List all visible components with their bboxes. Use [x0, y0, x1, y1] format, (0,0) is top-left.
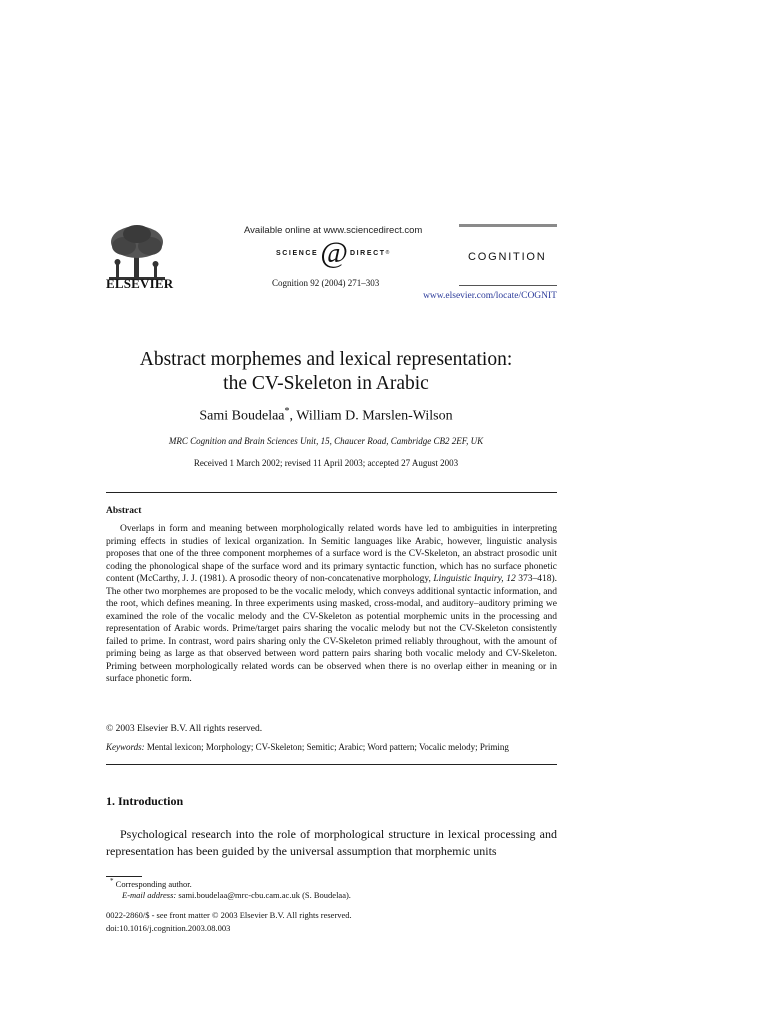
keywords-label: Keywords:	[106, 742, 145, 752]
publisher-logo-text: ELSEVIER	[106, 276, 174, 291]
abstract-text-part-1: Overlaps in form and meaning between morphologically related words have led to ambiguities in interpreting priming effects in studies of lexical organization. In Semitic languages like Arabic, however, linguistic analysis proposes that one of the three component morphemes of a surface word is the CV-Skeleton, an abstract prosodic unit coding the phonological shape of the surface word and its primary syntactic function, which has no surface phonetic content (McCarthy, J. J. (1981). A prosodic theory of non-concatenative morphology,	[106, 524, 557, 584]
author-1: Sami Boudelaa	[199, 408, 285, 424]
footnote-corresponding	[110, 877, 192, 889]
registered-mark: ®	[385, 250, 390, 256]
sciencedirect-at-icon: @	[320, 236, 348, 269]
journal-name: COGNITION	[468, 251, 547, 263]
title-line-2: the CV-Skeleton in Arabic	[223, 373, 429, 394]
affiliation: MRC Cognition and Brain Sciences Unit, 15, Chaucer Road, Cambridge CB2 2EF, UK	[168, 436, 484, 446]
keywords-list: Mental lexicon; Morphology; CV-Skeleton; Semitic; Arabic; Word pattern; Vocalic melody; Priming	[144, 742, 509, 752]
section-heading-introduction: 1. Introduction	[106, 794, 184, 808]
journal-reference: Linguistic Inquiry, 12	[433, 574, 516, 584]
authors	[96, 406, 556, 425]
journal-header-rule	[459, 285, 557, 286]
abstract-copyright: © 2003 Elsevier B.V. All rights reserved.	[106, 724, 263, 734]
journal-url-link[interactable]: www.elsevier.com/locate/COGNIT	[423, 291, 557, 301]
front-matter-issn: 0022-2860/$ - see front matter © 2003 Elsevier B.V. All rights reserved.	[106, 910, 352, 920]
article-title	[96, 348, 556, 396]
abstract-text	[106, 523, 557, 686]
footnote-marker: *	[110, 877, 114, 885]
abstract-text-part-2: 373–418). The other two morphemes are proposed to be the vocalic melody, which conveys additional syntactic information, and the root, which defines meaning. In three experiments using masked, cross-modal, and auditory–auditory priming we examined the role of the vocalic melody and the CV-Skeleton as potential morphemic units in the processing and representation of Arabic words. Prime/target pairs sharing the vocalic melody but not the CV-Skeleton consistently failed to prime. In contrast, word pairs sharing only the CV-Skeleton primed reliably throughout, with the amount of priming being as large as that observed between word pattern pairs sharing both vocalic melody and CV-Skeleton. Priming between morphologically related words can be observed when there is no overlap either in meaning or in surface phonetic form.	[106, 574, 557, 684]
author-2: , William D. Marslen-Wilson	[289, 408, 453, 424]
abstract-top-rule	[106, 492, 557, 493]
sciencedirect-logo	[276, 236, 390, 269]
footnote-email	[122, 890, 351, 900]
email-label: E-mail address:	[122, 890, 177, 900]
title-line-1: Abstract morphemes and lexical representation:	[139, 349, 513, 370]
corresponding-marker: *	[284, 406, 290, 417]
sciencedirect-left: SCIENCE	[276, 249, 319, 257]
keywords	[106, 742, 557, 752]
sciencedirect-right: DIRECT	[349, 249, 386, 257]
journal-header-bar	[459, 224, 557, 227]
email-address[interactable]: sami.boudelaa@mrc-cbu.cam.ac.uk (S. Boudelaa).	[176, 890, 351, 900]
abstract-bottom-rule	[106, 764, 557, 765]
available-online-text: Available online at www.sciencedirect.com	[244, 225, 423, 236]
doi[interactable]: doi:10.1016/j.cognition.2003.08.003	[106, 923, 231, 933]
journal-citation: Cognition 92 (2004) 271–303	[272, 278, 380, 288]
received-dates: Received 1 March 2002; revised 11 April 2003; accepted 27 August 2003	[193, 458, 459, 468]
elsevier-tree-logo	[106, 222, 168, 284]
footnote-corresponding-text: Corresponding author.	[113, 878, 192, 889]
introduction-text: Psychological research into the role of morphological structure in lexical processing and representation has been guided by the universal assumption that morphemic units	[106, 827, 557, 858]
abstract-heading: Abstract	[106, 506, 142, 516]
